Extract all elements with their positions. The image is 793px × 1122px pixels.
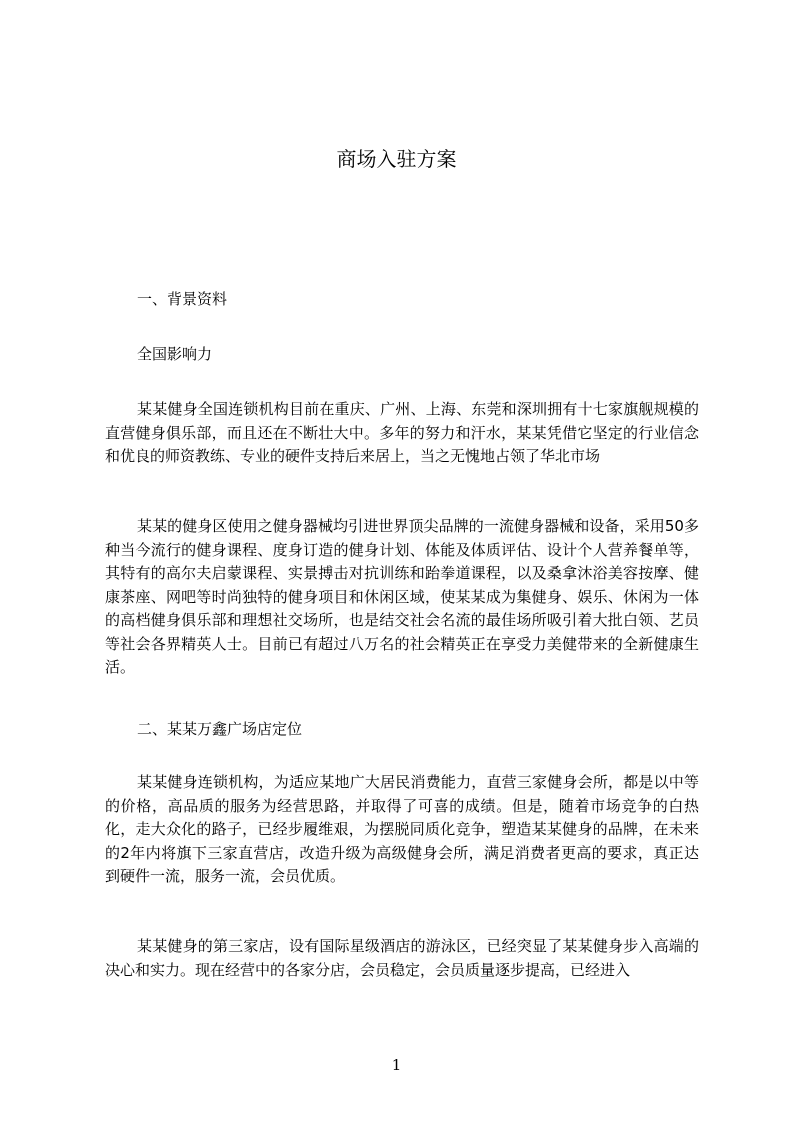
paragraph-chain-overview: 某某健身全国连锁机构目前在重庆、广州、上海、东莞和深圳拥有十七家旗舰规模的直营健身俱乐部，而且还在不断壮大中。多年的努力和汗水，某某凭借它坚定的行业信念和优良的师资教练、专业的硬件支持后来居上，当之无愧地占领了华北市场 (105, 400, 699, 465)
paragraph-market-positioning: 某某健身连锁机构，为适应某地广大居民消费能力，直营三家健身会所，都是以中等的价格，高品质的服务为经营思路，并取得了可喜的成绩。但是，随着市场竞争的白热化，走大众化的路子，已经步履维艰，为摆脱同质化竞争，塑造某某健身的品牌，在未来的2年内将旗下三家直营店，改造升级为高级健身会所，满足消费者更高的要求，真正达到硬件一流，服务一流，会员优质。 (105, 773, 699, 885)
paragraph-third-store: 某某健身的第三家店，设有国际星级酒店的游泳区，已经突显了某某健身步入高端的决心和实力。现在经营中的各家分店，会员稳定，会员质量逐步提高，已经进入 (105, 937, 699, 979)
section-heading-background: 一、背景资料 (137, 290, 228, 308)
document-title: 商场入驻方案 (336, 147, 457, 171)
paragraph-facilities: 某某的健身区使用之健身器械均引进世界顶尖品牌的一流健身器械和设备，采用50多种当今流行的健身课程、度身订造的健身计划、体能及体质评估、设计个人营养餐单等，其特有的高尔夫启蒙课程、实景搏击对抗训练和跆拳道课程，以及桑拿沐浴美容按摩、健康茶座、网吧等时尚独特的健身项目和休闲区域，使某某成为集健身、娱乐、休闲为一体的高档健身俱乐部和理想社交场所，也是结交社会名流的最佳场所吸引着大批白领、艺员等社会各界精英人士。目前已有超过八万名的社会精英正在享受力美健带来的全新健康生活。 (105, 517, 699, 676)
section-heading-positioning: 二、某某万鑫广场店定位 (137, 720, 303, 738)
page-number: 1 (391, 1056, 402, 1074)
subheading-national-influence: 全国影响力 (137, 345, 213, 363)
